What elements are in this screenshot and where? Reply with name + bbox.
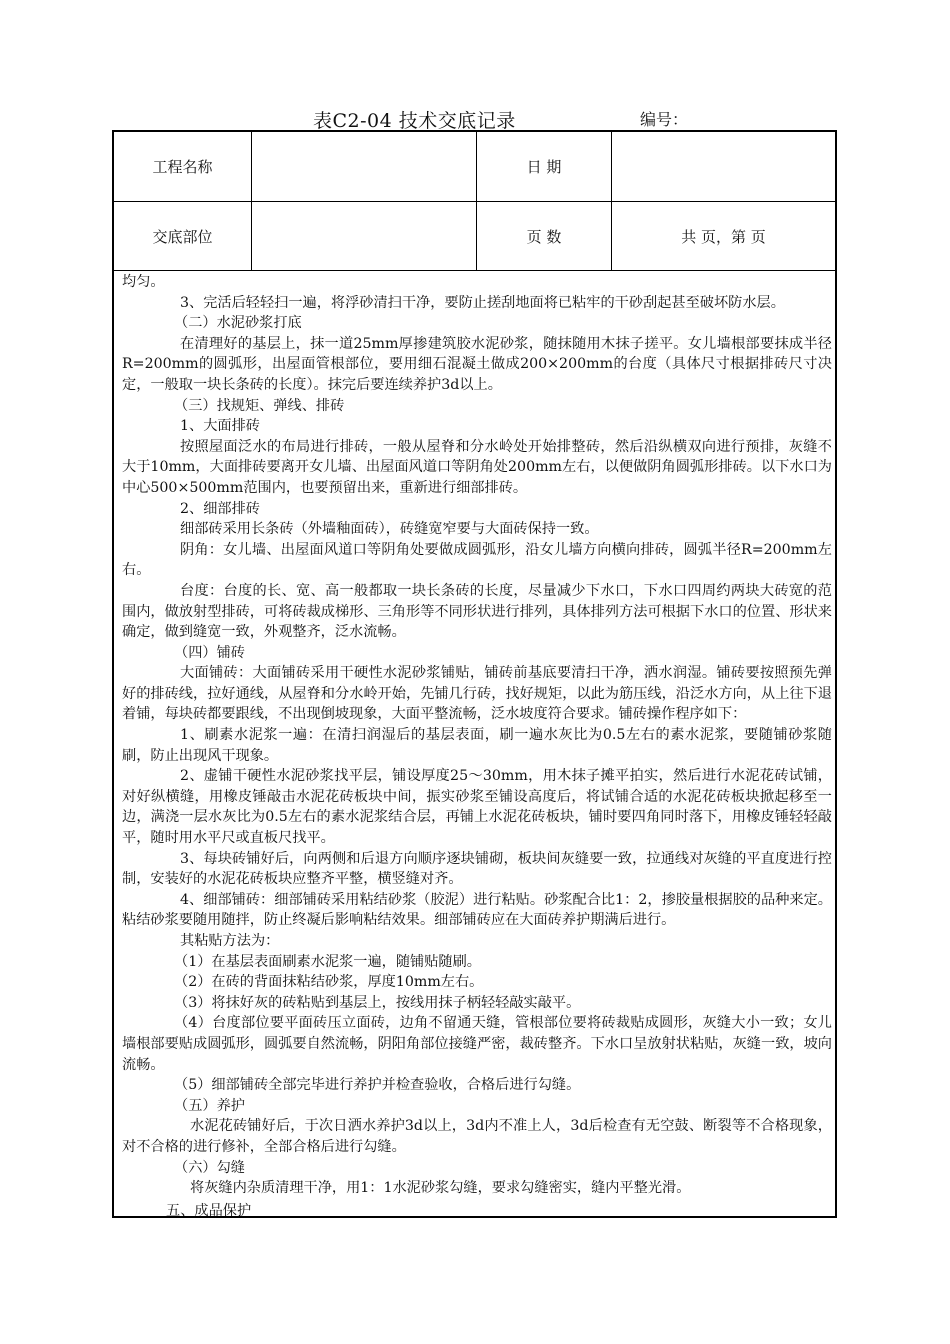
document-title-bar: [0, 106, 950, 132]
content-paragraph: 其粘贴方法为：: [180, 933, 280, 949]
content-paragraph: （4）台度部位要平面砖压立面砖，边角不留通天缝，管根部位要将砖裁贴成圆形，灰缝大小一致；女儿墙根部要贴成圆弧形，圆弧要自然流畅，阴阳角部位接缝严密，裁砖整齐。下水口呈放射状粘贴，灰缝一致，坡向流畅。: [122, 1015, 832, 1073]
content-paragraph: 2、虚铺干硬性水泥砂浆找平层，铺设厚度25～30mm，用木抹子摊平拍实，然后进行水泥花砖试铺，对好纵横缝，用橡皮锤敲击水泥花砖板块中间，振实砂浆至铺设高度后，将试铺合适的水泥花砖板块掀起移至一边，满浇一层水灰比为0.5左右的素水泥浆结合层，再铺上水泥花砖板块，铺时要四角同时落下，用橡皮锤轻轻敲平，随时用水平尺或直板尺找平。: [122, 768, 832, 847]
content-paragraph: 1、刷素水泥浆一遍：在清扫润湿后的基层表面，刷一遍水灰比为0.5左右的素水泥浆，要随铺砂浆随刷，防止出现风干现象。: [122, 727, 832, 764]
record-form: [112, 130, 837, 1218]
disclosure-content: [122, 272, 832, 1221]
location-field[interactable]: [252, 202, 476, 271]
content-paragraph: 2、细部排砖: [180, 500, 260, 517]
location-label: 交底部位: [152, 228, 213, 246]
content-paragraph: （五）养护: [174, 1097, 245, 1114]
content-paragraph: （三）找规矩、弹线、排砖: [174, 397, 345, 414]
content-paragraph: （2）在砖的背面抹粘结砂浆，厚度10mm左右。: [174, 974, 484, 991]
content-paragraph: （四）铺砖: [174, 644, 245, 661]
date-field[interactable]: [612, 132, 835, 201]
table-divider: [114, 201, 835, 202]
info-table: [114, 132, 835, 271]
content-paragraph: 五、成品保护: [166, 1202, 252, 1219]
content-paragraph: （3）将抹好灰的砖粘贴到基层上，按线用抹子柄轻轻敲实敲平。: [174, 994, 581, 1011]
content-paragraph: 按照屋面泛水的布局进行排砖，一般从屋脊和分水岭处开始排整砖，然后沿纵横双向进行预排，灰缝不大于10mm，大面排砖要离开女儿墙、出屋面风道口等阴角处200mm左右，以便做阴角圆弧形排砖。以下水口为中心500×500mm范围内，也要预留出来，重新进行细部排砖。: [122, 438, 832, 496]
content-paragraph: （二）水泥砂浆打底: [174, 315, 302, 332]
content-paragraph: 台度：台度的长、宽、高一般都取一块长条砖的长度，尽量减少下水口，下水口四周约两块大砖宽的范围内，做放射型排砖，可将砖裁成梯形、三角形等不同形状进行排列，具体排列方法可根据下水口的位置、形状来确定，做到缝宽一致，外观整齐，泛水流畅。: [122, 582, 832, 641]
content-paragraph: 在清理好的基层上，抹一道25mm厚掺建筑胶水泥砂浆，随抹随用木抹子搓平。女儿墙根部要抹成半径R=200mm的圆弧形，出屋面管根部位，要用细石混凝土做成200×200mm的台度（具体尺寸根据排砖尺寸决定，一般取一块长条砖的长度）。抹完后要连续养护3d以上。: [122, 335, 832, 393]
content-paragraph: 均匀。: [122, 274, 165, 290]
content-paragraph: （六）勾缝: [174, 1159, 245, 1176]
date-label: 日 期: [526, 158, 562, 176]
project-name-label: 工程名称: [152, 158, 213, 176]
content-paragraph: 水泥花砖铺好后，于次日洒水养护3d以上，3d内不准上人，3d后检查有无空鼓、断裂等不合格现象，对不合格的进行修补，全部合格后进行勾缝。: [122, 1118, 832, 1155]
page-title: 表C2-04 技术交底记录: [313, 110, 516, 132]
content-paragraph: （5）细部铺砖全部完毕进行养护并检查验收，合格后进行勾缝。: [174, 1077, 581, 1094]
table-divider: [114, 270, 835, 271]
content-paragraph: 将灰缝内杂质清理干净，用1：1水泥砂浆勾缝，要求勾缝密实，缝内平整光滑。: [190, 1180, 691, 1197]
project-name-field[interactable]: [252, 132, 476, 201]
content-paragraph: 大面铺砖：大面铺砖采用干硬性水泥砂浆铺贴，铺砖前基底要清扫干净，洒水润湿。铺砖要按照预先弹好的排砖线，拉好通线，从屋脊和分水岭开始，先铺几行砖，找好规矩，以此为筋压线，沿泛水方向，从上往下退着铺，每块砖都要跟线，不出现倒坡现象，大面平整流畅，泛水坡度符合要求。铺砖操作程序如下：: [122, 665, 832, 723]
content-paragraph: 细部砖采用长条砖（外墙釉面砖），砖缝宽窄要与大面砖保持一致。: [180, 521, 599, 538]
content-paragraph: 4、细部铺砖：细部铺砖采用粘结砂浆（胶泥）进行粘贴。砂浆配合比1：2，掺胶量根据胶的品种来定。粘结砂浆要随用随拌，防止终凝后影响粘结效果。细部铺砖应在大面砖养护期满后进行。: [122, 891, 832, 929]
content-paragraph: 1、大面排砖: [180, 418, 260, 435]
pages-value: 共 页，第 页: [681, 228, 766, 246]
content-paragraph: 阴角：女儿墙、出屋面风道口等阴角处要做成圆弧形，沿女儿墙方向横向排砖，圆弧半径R=200mm左右。: [122, 541, 832, 579]
content-paragraph: 3、完活后轻轻扫一遍，将浮砂清扫干净，要防止搓刮地面将已粘牢的干砂刮起甚至破坏防水层。: [180, 294, 785, 311]
number-label: 编号：: [640, 110, 689, 129]
content-paragraph: 3、每块砖铺好后，向两侧和后退方向顺序逐块铺砌，板块间灰缝要一致，拉通线对灰缝的平直度进行控制，安装好的水泥花砖板块应整齐平整，横竖缝对齐。: [122, 850, 832, 888]
content-paragraph: （1）在基层表面刷素水泥浆一遍，随铺贴随刷。: [174, 953, 481, 970]
pages-label: 页 数: [526, 228, 562, 246]
